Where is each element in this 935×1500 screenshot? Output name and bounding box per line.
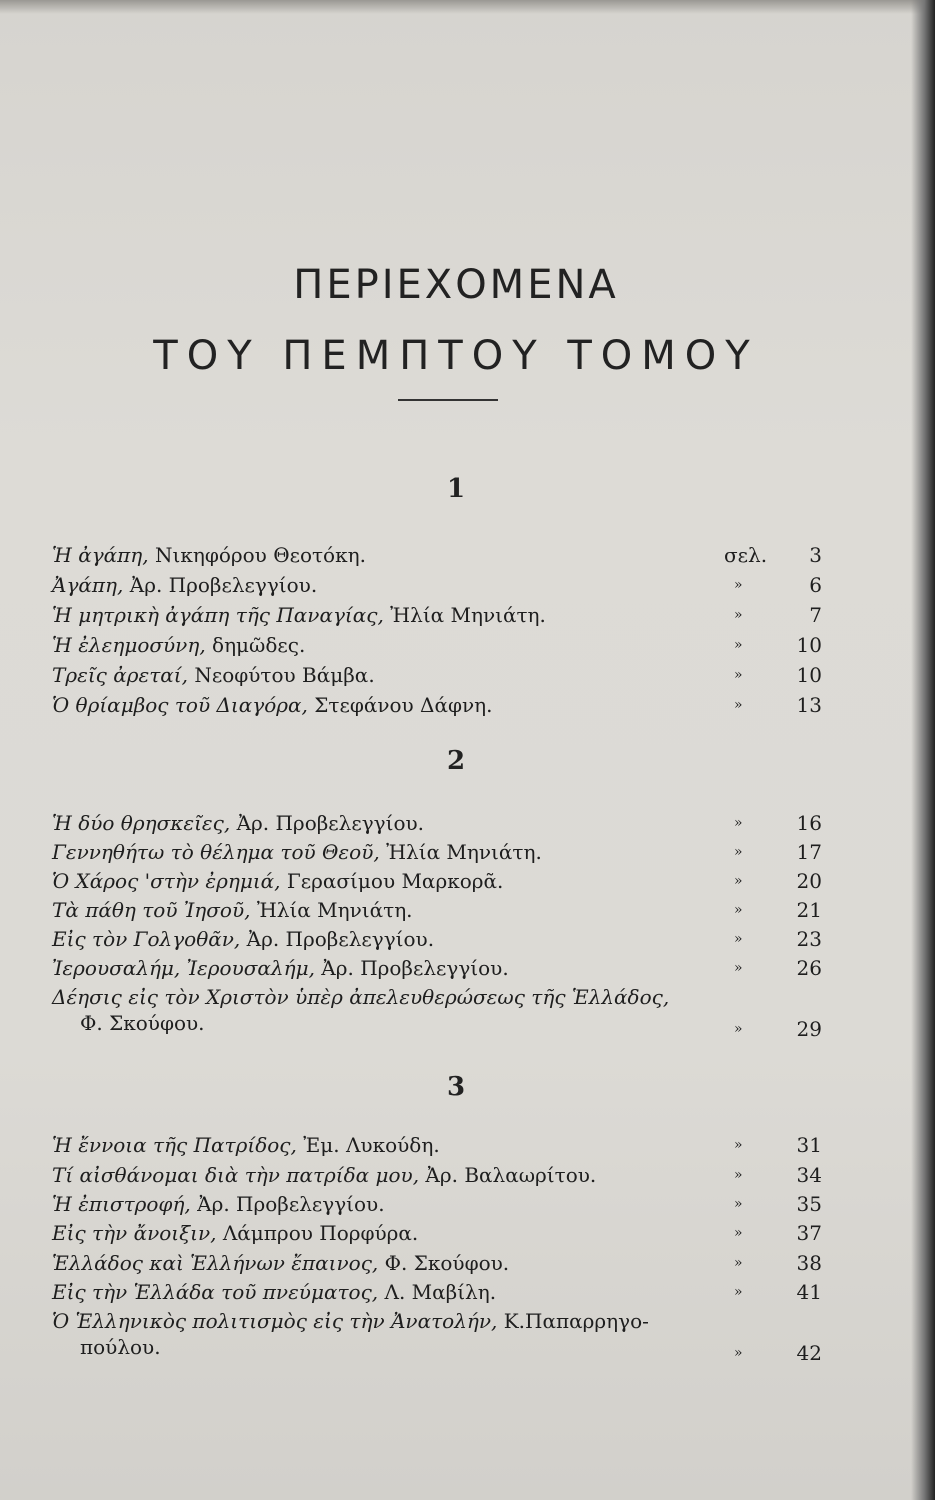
entry-title: Ἰερουσαλήμ, Ἰερουσαλήμ, xyxy=(52,956,315,980)
title-divider xyxy=(398,399,498,401)
page-right-edge xyxy=(911,0,935,1500)
entry-page: 10 xyxy=(796,633,822,657)
entry-ditto: » xyxy=(734,637,743,653)
entry-title: Γεννηθήτω τὸ θέλημα τοῦ Θεοῦ, xyxy=(52,840,380,864)
entry-page: 10 xyxy=(796,663,822,687)
toc-entry xyxy=(52,540,842,570)
entry-title: Τρεῖς ἀρεταί, xyxy=(52,663,188,687)
toc-entry xyxy=(52,660,842,690)
entry-page: 35 xyxy=(796,1192,822,1216)
toc-entry xyxy=(52,953,842,983)
entry-title: Εἰς τὴν Ἑλλάδα τοῦ πνεύματος, xyxy=(52,1280,379,1304)
entry-author: Ἀρ. Βαλαωρίτου. xyxy=(419,1163,597,1187)
entry-page: 38 xyxy=(796,1251,822,1275)
entry-title: Ἀγάπη, xyxy=(52,573,124,597)
entry-title: Δέησις εἰς τὸν Χριστὸν ὑπὲρ ἀπελευθερώσεως τῆς Ἑλλάδος, xyxy=(52,985,670,1009)
entry-page: 37 xyxy=(796,1221,822,1245)
entry-author: Ἠλία Μηνιάτη. xyxy=(383,603,546,627)
section-number-1: 1 xyxy=(446,474,466,504)
entry-ditto: » xyxy=(734,1167,743,1183)
entry-page: 41 xyxy=(796,1280,822,1304)
entry-page: 23 xyxy=(796,927,822,951)
entry-ditto: » xyxy=(734,1225,743,1241)
entry-title: Ἡ ἐλεημοσύνη, xyxy=(52,633,206,657)
entry-title: Ὁ θρίαμβος τοῦ Διαγόρα, xyxy=(52,693,308,717)
entry-author: Ἀρ. Προβελεγγίου. xyxy=(230,811,424,835)
page-subtitle: ΤΟΥ ΠΕΜΠΤΟΥ ΤΟΜΟΥ xyxy=(153,333,759,379)
entry-author: Ἀρ. Προβελεγγίου. xyxy=(240,927,435,951)
entry-title: Ὁ Χάρος 'στὴν ἐρημιά, xyxy=(52,869,281,893)
entry-ditto: σελ. xyxy=(724,543,768,567)
entry-author: Ἠλία Μηνιάτη. xyxy=(250,898,413,922)
toc-entry xyxy=(52,600,842,630)
entry-ditto: » xyxy=(734,844,743,860)
entry-author: Ἐμ. Λυκούδη. xyxy=(296,1133,440,1157)
entry-ditto: » xyxy=(734,873,743,889)
entry-ditto: » xyxy=(734,1021,743,1037)
toc-entry xyxy=(52,837,842,867)
entry-author: Λ. Μαβίλη. xyxy=(378,1280,497,1304)
page-top-edge xyxy=(0,0,935,14)
toc-entry xyxy=(52,1248,842,1278)
entry-title: Ἑλλάδος καὶ Ἑλλήνων ἔπαινος, xyxy=(52,1251,379,1275)
entry-author: Κ.Παπαρρηγο- xyxy=(497,1309,649,1333)
entry-author: Ἀρ. Προβελεγγίου. xyxy=(190,1192,385,1216)
toc-entry xyxy=(52,982,842,1042)
entry-author: Ἀρ. Προβελεγγίου. xyxy=(314,956,509,980)
entry-ditto: » xyxy=(734,607,743,623)
toc-entry xyxy=(52,1130,842,1160)
entry-page: 29 xyxy=(796,1017,822,1041)
entry-page: 26 xyxy=(796,956,822,980)
entry-author: Γερασίμου Μαρκορᾶ. xyxy=(280,869,504,893)
entry-author: Νεοφύτου Βάμβα. xyxy=(188,663,375,687)
toc-entry xyxy=(52,924,842,954)
entry-ditto: » xyxy=(734,815,743,831)
entry-page: 34 xyxy=(796,1163,822,1187)
entry-page: 31 xyxy=(796,1133,822,1157)
entry-page: 21 xyxy=(796,898,822,922)
entry-ditto: » xyxy=(734,1345,743,1361)
entry-ditto: » xyxy=(734,1196,743,1212)
entry-author: Στεφάνου Δάφνη. xyxy=(307,693,493,717)
entry-ditto: » xyxy=(734,1255,743,1271)
entry-title: Τὰ πάθη τοῦ Ἰησοῦ, xyxy=(52,898,251,922)
entry-author: Φ. Σκούφου. xyxy=(378,1251,510,1275)
entry-page: 6 xyxy=(809,573,822,597)
entry-title: Ἡ ἔννοια τῆς Πατρίδος, xyxy=(52,1133,297,1157)
toc-entry xyxy=(52,690,842,720)
entry-author: Ἠλία Μηνιάτη. xyxy=(379,840,542,864)
entry-page: 7 xyxy=(809,603,822,627)
toc-entry xyxy=(52,1160,842,1190)
entry-page: 20 xyxy=(796,869,822,893)
entry-ditto: » xyxy=(734,1284,743,1300)
toc-entry xyxy=(52,895,842,925)
entry-title: Τί αἰσθάνομαι διὰ τὴν πατρίδα μου, xyxy=(52,1163,420,1187)
entry-ditto: » xyxy=(734,931,743,947)
section-number-2: 2 xyxy=(446,746,466,776)
toc-entry xyxy=(52,1277,842,1307)
entry-page: 13 xyxy=(796,693,822,717)
toc-entry xyxy=(52,1306,842,1366)
entry-ditto: » xyxy=(734,577,743,593)
entry-ditto: » xyxy=(734,960,743,976)
toc-entry xyxy=(52,570,842,600)
entry-ditto: » xyxy=(734,667,743,683)
entry-page: 3 xyxy=(809,543,822,567)
entry-author-continued: Φ. Σκούφου. xyxy=(80,1011,205,1035)
entry-title: Ἡ ἐπιστροφή, xyxy=(52,1192,191,1216)
entry-author-continued: πούλου. xyxy=(80,1335,161,1359)
entry-author: Ἀρ. Προβελεγγίου. xyxy=(123,573,318,597)
entry-page: 42 xyxy=(796,1341,822,1365)
section-number-3: 3 xyxy=(446,1072,466,1102)
entry-ditto: » xyxy=(734,1137,743,1153)
entry-title: Εἰς τὴν ἄνοιξιν, xyxy=(52,1221,217,1245)
toc-entry xyxy=(52,1218,842,1248)
entry-page: 16 xyxy=(796,811,822,835)
entry-title: Ὁ Ἑλληνικὸς πολιτισμὸς εἰς τὴν Ἀνατολήν, xyxy=(52,1309,498,1333)
entry-title: Ἡ μητρικὴ ἀγάπη τῆς Παναγίας, xyxy=(52,603,384,627)
toc-entry xyxy=(52,866,842,896)
entry-ditto: » xyxy=(734,902,743,918)
page-title: ΠΕΡΙΕΧΟΜΕΝΑ xyxy=(293,262,619,308)
entry-page: 17 xyxy=(796,840,822,864)
entry-title: Εἰς τὸν Γολγοθᾶν, xyxy=(52,927,241,951)
entry-author: δημῶδες. xyxy=(205,633,306,657)
entry-author: Λάμπρου Πορφύρα. xyxy=(216,1221,419,1245)
entry-ditto: » xyxy=(734,697,743,713)
toc-entry xyxy=(52,630,842,660)
toc-entry xyxy=(52,1189,842,1219)
entry-title: Ἡ δύο θρησκεῖες, xyxy=(52,811,231,835)
entry-title: Ἡ ἀγάπη, xyxy=(52,543,149,567)
toc-entry xyxy=(52,808,842,838)
entry-author: Νικηφόρου Θεοτόκη. xyxy=(148,543,366,567)
